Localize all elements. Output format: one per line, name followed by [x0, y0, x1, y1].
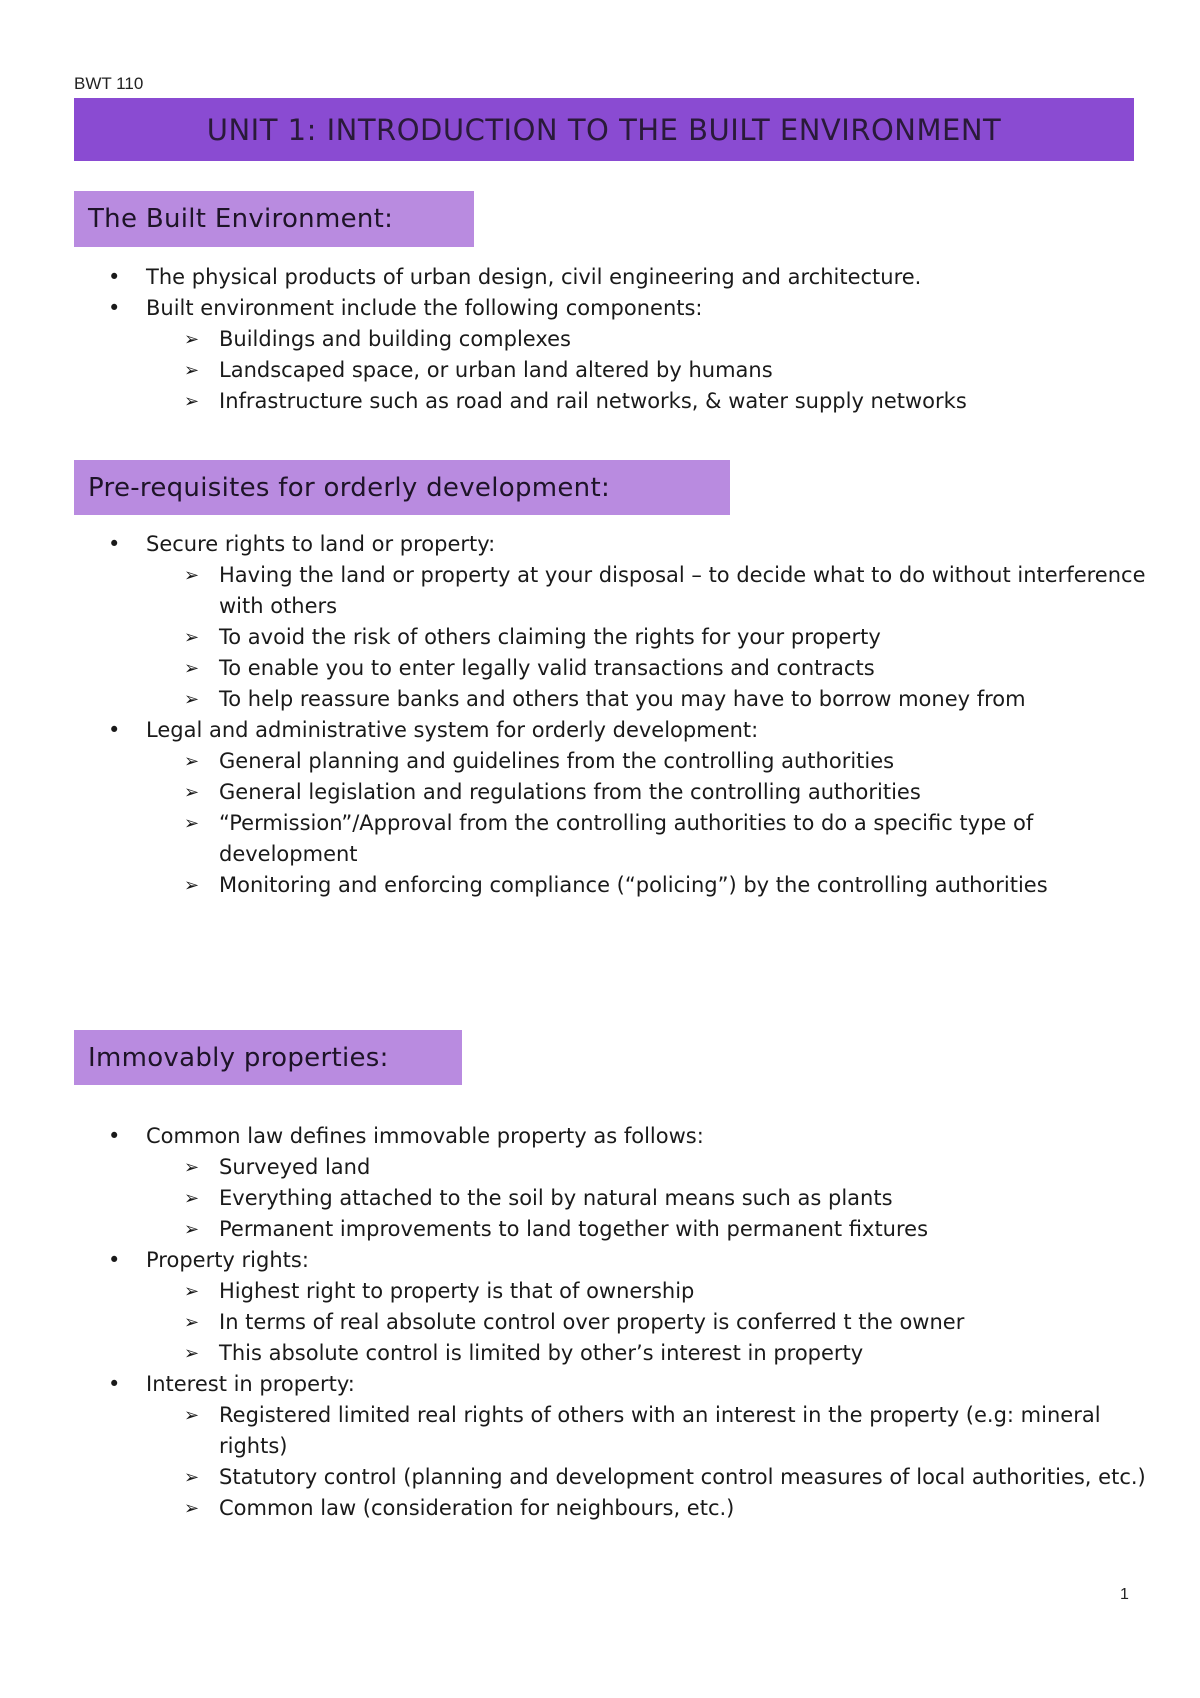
sub-list [146, 560, 1154, 715]
sub-list-item: ➢ Common law (consideration for neighbours, etc.) [146, 1493, 1154, 1524]
list-item-text: Property rights: [146, 1248, 309, 1272]
sub-list-item: ➢ Registered limited real rights of others with an interest in the property (e.g: mineral rights) [146, 1400, 1154, 1462]
sub-list-item: ➢ Buildings and building complexes [146, 324, 1154, 355]
sub-list-item: ➢ To help reassure banks and others that you may have to borrow money from [146, 684, 1154, 715]
sub-list-item: ➢ Having the land or property at your disposal – to decide what to do without interference with others [146, 560, 1154, 622]
list-item [74, 529, 1154, 715]
title-banner [74, 98, 1134, 161]
sub-list-item: ➢ “Permission”/Approval from the controlling authorities to do a specific type of development [146, 808, 1154, 870]
sub-list-item: ➢ To enable you to enter legally valid transactions and contracts [146, 653, 1154, 684]
sub-list-item: ➢ Permanent improvements to land together with permanent fixtures [146, 1214, 1154, 1245]
list-item [74, 1121, 1154, 1245]
section-heading-immovable-properties [74, 1030, 462, 1085]
section-heading-text: Pre-requisites for orderly development: [88, 472, 611, 503]
list-item-text: Legal and administrative system for orderly development: [146, 718, 759, 742]
sub-list-item: ➢ Monitoring and enforcing compliance (“policing”) by the controlling authorities [146, 870, 1154, 901]
sub-list-item: ➢ This absolute control is limited by other’s interest in property [146, 1338, 1154, 1369]
list-item-text: Secure rights to land or property: [146, 532, 496, 556]
section-heading-text: Immovably properties: [88, 1042, 389, 1073]
list-item-text: The physical products of urban design, civil engineering and architecture. [146, 265, 922, 289]
sub-list-item: ➢ Everything attached to the soil by natural means such as plants [146, 1183, 1154, 1214]
sub-list-item: ➢ General legislation and regulations from the controlling authorities [146, 777, 1154, 808]
list-item [74, 715, 1154, 901]
bullet-list-prerequisites [74, 529, 1154, 901]
list-item [74, 1369, 1154, 1524]
list-item [74, 293, 1154, 417]
sub-list [146, 746, 1154, 901]
course-code: BWT 110 [74, 74, 144, 93]
bullet-list-built-environment [74, 262, 1154, 417]
list-item-text: Interest in property: [146, 1372, 355, 1396]
sub-list-item: ➢ Statutory control (planning and development control measures of local authorities, etc.) [146, 1462, 1154, 1493]
list-item [74, 262, 1154, 293]
section-heading-text: The Built Environment: [88, 204, 394, 234]
section-heading-built-environment [74, 191, 474, 247]
list-item-text: Built environment include the following components: [146, 296, 703, 320]
sub-list [146, 1400, 1154, 1524]
sub-list-item: ➢ Landscaped space, or urban land altered by humans [146, 355, 1154, 386]
page-number: 1 [1120, 1586, 1129, 1603]
page-title: UNIT 1: INTRODUCTION TO THE BUILT ENVIRONMENT [206, 112, 1002, 147]
sub-list-item: ➢ Highest right to property is that of ownership [146, 1276, 1154, 1307]
sub-list-item: ➢ Infrastructure such as road and rail networks, & water supply networks [146, 386, 1154, 417]
list-item-text: Common law defines immovable property as follows: [146, 1124, 704, 1148]
sub-list-item: ➢ General planning and guidelines from the controlling authorities [146, 746, 1154, 777]
sub-list-item: ➢ In terms of real absolute control over property is conferred t the owner [146, 1307, 1154, 1338]
sub-list-item: ➢ Surveyed land [146, 1152, 1154, 1183]
list-item [74, 1245, 1154, 1369]
bullet-list-immovable-properties [74, 1121, 1154, 1524]
sub-list-item: ➢ To avoid the risk of others claiming the rights for your property [146, 622, 1154, 653]
sub-list [146, 324, 1154, 417]
sub-list [146, 1276, 1154, 1369]
section-heading-prerequisites [74, 460, 730, 515]
sub-list [146, 1152, 1154, 1245]
